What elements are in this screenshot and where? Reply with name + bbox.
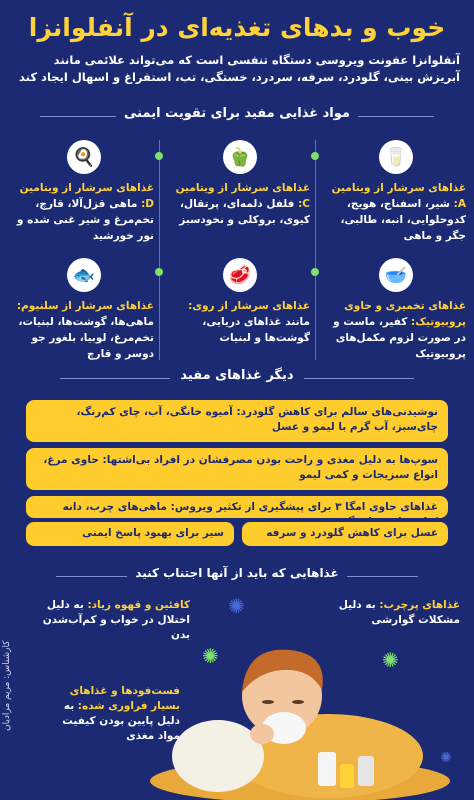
divider-dot — [155, 268, 163, 276]
medicine-bottle — [318, 752, 336, 786]
meat-icon: 🥩 — [223, 258, 257, 292]
food-card-vitamin-a — [326, 140, 466, 244]
food-card-selenium — [14, 258, 154, 362]
credit-text: کارشناس: مریم مرادیان — [2, 640, 12, 731]
medicine-bottle — [358, 756, 374, 786]
virus-icon: ✺ — [440, 750, 452, 766]
bell-pepper-icon: 🫑 — [223, 140, 257, 174]
column-divider — [315, 140, 316, 360]
avoid-item-caffeine: کافئین و قهوه زیاد: به دلیل اختلال در خواب و کم‌آب‌شدن بدن — [42, 599, 190, 641]
divider-dot — [311, 152, 319, 160]
avoid-heading-text: غذاهایی که باید از آنها اجتناب کنید — [127, 566, 346, 580]
avoid-item-fatty: غذاهای پرچرب: به دلیل مشکلات گوارشی — [338, 599, 460, 626]
other-food-item-garlic: سیر برای بهبود پاسخ ایمنی — [26, 522, 234, 546]
intro-text: آنفلوانزا عفونت ویروسی دستگاه تنفسی است که می‌تواند علائمی مانند آبریزش بینی، گلودرد، سرفه، سردرد، خستگی، تب، استفراغ و اسهال ایجاد کند — [19, 53, 460, 84]
other-heading-text: دیگر غذاهای مفید — [172, 368, 301, 383]
food-card-vitamin-c — [170, 140, 310, 228]
food-card-text: غذاهای سرشار از ویتامین C: فلفل دلمه‌ای، پرتقال، کیوی، بروکلی و نخودسبز — [175, 182, 310, 226]
other-food-item: غذاهای حاوی امگا ۳ برای پیشگیری از تکثیر ویروس: ماهی‌های چرب، دانه — [26, 496, 448, 518]
page-title: خوب و بدهای تغذیه‌ای در آنفلوانزا — [28, 13, 446, 42]
other-food-item: نوشیدنی‌های سالم برای کاهش گلودرد: آمیوه خانگی، آب، چای کم‌رنگ، چای‌سبز، آب گرم با لیمو و عسل — [26, 400, 448, 442]
food-card-text: غذاهای سرشار از ویتامین D: ماهی قزل‌آلا، قارچ، تخم‌مرغ و شیر غنی شده و نور خورشید — [16, 182, 154, 242]
avoid-item-fastfood: فست‌فودها و غذاهای بسیار فراوری شده: به دلیل پایین بودن کیفیت مواد مغذی — [62, 685, 180, 742]
yogurt-icon: 🥣 — [379, 258, 413, 292]
virus-icon: ✺ — [228, 594, 245, 618]
virus-icon: ✺ — [202, 644, 219, 668]
sick-child-illustration — [150, 606, 450, 800]
food-card-zinc — [170, 258, 310, 346]
virus-icon: ✺ — [382, 648, 399, 672]
closed-eye — [292, 700, 304, 704]
food-card-text: غذاهای سرشار از روی: مانند غذاهای دریایی، گوشت‌ها و لبنیات — [188, 300, 310, 344]
egg-icon: 🍳 — [67, 140, 101, 174]
column-divider — [159, 140, 160, 360]
food-card-text: غذاهای تخمیری و حاوی پروبیوتیک: کفیر، ماست و در صورت لزوم مکمل‌های پروبیوتیک — [333, 300, 466, 360]
immune-heading-text: مواد غذایی مفید برای تقویت ایمنی — [116, 106, 358, 121]
other-food-item-honey: عسل برای کاهش گلودرد و سرفه — [242, 522, 448, 546]
heading-divider — [56, 576, 136, 577]
medicine-bottle — [340, 764, 354, 788]
other-food-item: سوپ‌ها به دلیل مغذی و راحت بودن مصرفشان در افراد بی‌اشتها: حاوی مرغ، انواع سبزیجات و کمی لیمو — [26, 448, 448, 490]
avoid-section-heading — [0, 566, 474, 586]
milk-carton-icon: 🥛 — [379, 140, 413, 174]
divider-dot — [311, 268, 319, 276]
food-card-text: غذاهای سرشار از ویتامین A: شیر، اسفناج، هویج، کدوحلوایی، انبه، طالبی، جگر و ماهی — [331, 182, 466, 242]
pillow — [172, 720, 264, 792]
fish-icon: 🐟 — [67, 258, 101, 292]
divider-dot — [155, 152, 163, 160]
food-card-vitamin-d — [14, 140, 154, 244]
heading-divider — [304, 378, 414, 379]
other-section-heading — [0, 368, 474, 388]
child-hand — [250, 724, 274, 744]
food-card-text: غذاهای سرشار از سلنیوم: ماهی‌ها، گوشت‌ها، لبنیات، تخم‌مرغ، لوبیا، بلغور جو دوسر و قارچ — [16, 300, 154, 360]
closed-eye — [262, 700, 274, 704]
heading-divider — [338, 576, 418, 577]
heading-divider — [60, 378, 170, 379]
immune-section-heading — [0, 106, 474, 126]
food-card-probiotic — [326, 258, 466, 362]
